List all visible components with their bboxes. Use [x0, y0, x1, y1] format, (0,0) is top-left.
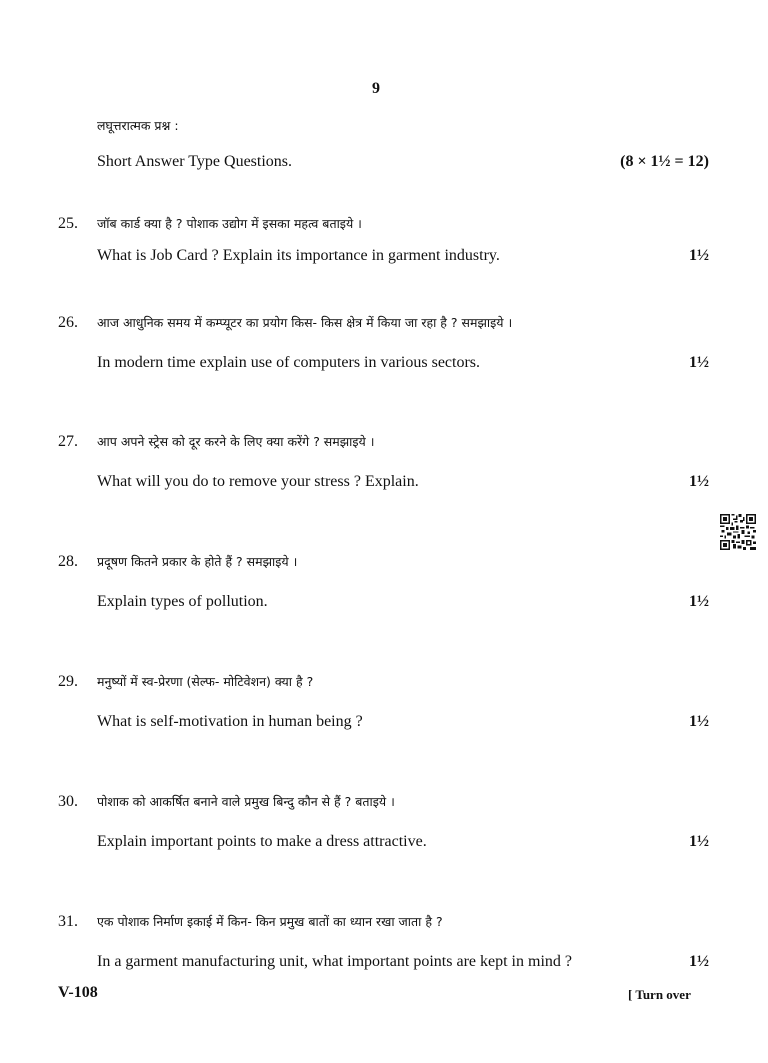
question-27: [58, 433, 709, 491]
question-31: [58, 913, 709, 971]
question-number: 27.: [58, 433, 78, 450]
question-number: 28.: [58, 553, 78, 570]
paper-code: V-108: [58, 984, 98, 1001]
question-text-hindi: आज आधुनिक समय में कम्प्यूटर का प्रयोग किस- किस क्षेत्र में किया जा रहा है ? समझाइये ।: [97, 315, 513, 330]
question-number: 30.: [58, 793, 78, 810]
question-number: 29.: [58, 673, 78, 690]
question-marks: 1½: [689, 953, 709, 970]
question-text-hindi: मनुष्यों में स्व-प्रेरणा (सेल्फ- मोटिवेशन) क्या है ?: [97, 674, 314, 689]
question-text-hindi: प्रदूषण कितने प्रकार के होते हैं ? समझाइये ।: [97, 554, 298, 569]
question-marks: 1½: [689, 833, 709, 850]
question-30: [58, 793, 709, 851]
section-title-hindi: लघूत्तरात्मक प्रश्न :: [97, 118, 179, 133]
question-text-english: What is Job Card ? Explain its importance in garment industry.: [97, 247, 500, 264]
question-26: [58, 314, 709, 372]
question-28: [58, 553, 709, 611]
question-text-hindi: जॉब कार्ड क्या है ? पोशाक उद्योग में इसका महत्व बताइये ।: [97, 216, 362, 231]
question-text-hindi: आप अपने स्ट्रेस को दूर करने के लिए क्या करेंगे ? समझाइये ।: [97, 434, 375, 449]
question-number: 31.: [58, 913, 78, 930]
section-heading: [97, 153, 709, 171]
question-number: 25.: [58, 215, 78, 232]
question-marks: 1½: [689, 247, 709, 264]
question-marks: 1½: [689, 593, 709, 610]
question-marks: 1½: [689, 713, 709, 730]
question-number: 26.: [58, 314, 78, 331]
section-marks: (8 × 1½ = 12): [620, 153, 709, 170]
page-number: 9: [372, 80, 380, 97]
question-text-hindi: पोशाक को आकर्षित बनाने वाले प्रमुख बिन्दु कौन से हैं ? बताइये ।: [97, 794, 395, 809]
question-text-english: In modern time explain use of computers in various sectors.: [97, 354, 481, 371]
turn-over-label: [ Turn over: [628, 987, 691, 1002]
question-text-english: Explain important points to make a dress attractive.: [97, 833, 427, 850]
question-text-english: In a garment manufacturing unit, what important points are kept in mind ?: [97, 953, 572, 970]
section-title-english: Short Answer Type Questions.: [97, 153, 293, 170]
question-marks: 1½: [689, 354, 709, 371]
question-29: [58, 673, 709, 731]
question-text-english: What will you do to remove your stress ? Explain.: [97, 473, 419, 490]
question-marks: 1½: [689, 473, 709, 490]
question-25: [58, 215, 709, 265]
question-text-english: Explain types of pollution.: [97, 593, 268, 610]
question-text-english: What is self-motivation in human being ?: [97, 713, 363, 730]
qr-code-icon: [720, 514, 756, 550]
question-text-hindi: एक पोशाक निर्माण इकाई में किन- किन प्रमुख बातों का ध्यान रखा जाता है ?: [97, 914, 443, 929]
